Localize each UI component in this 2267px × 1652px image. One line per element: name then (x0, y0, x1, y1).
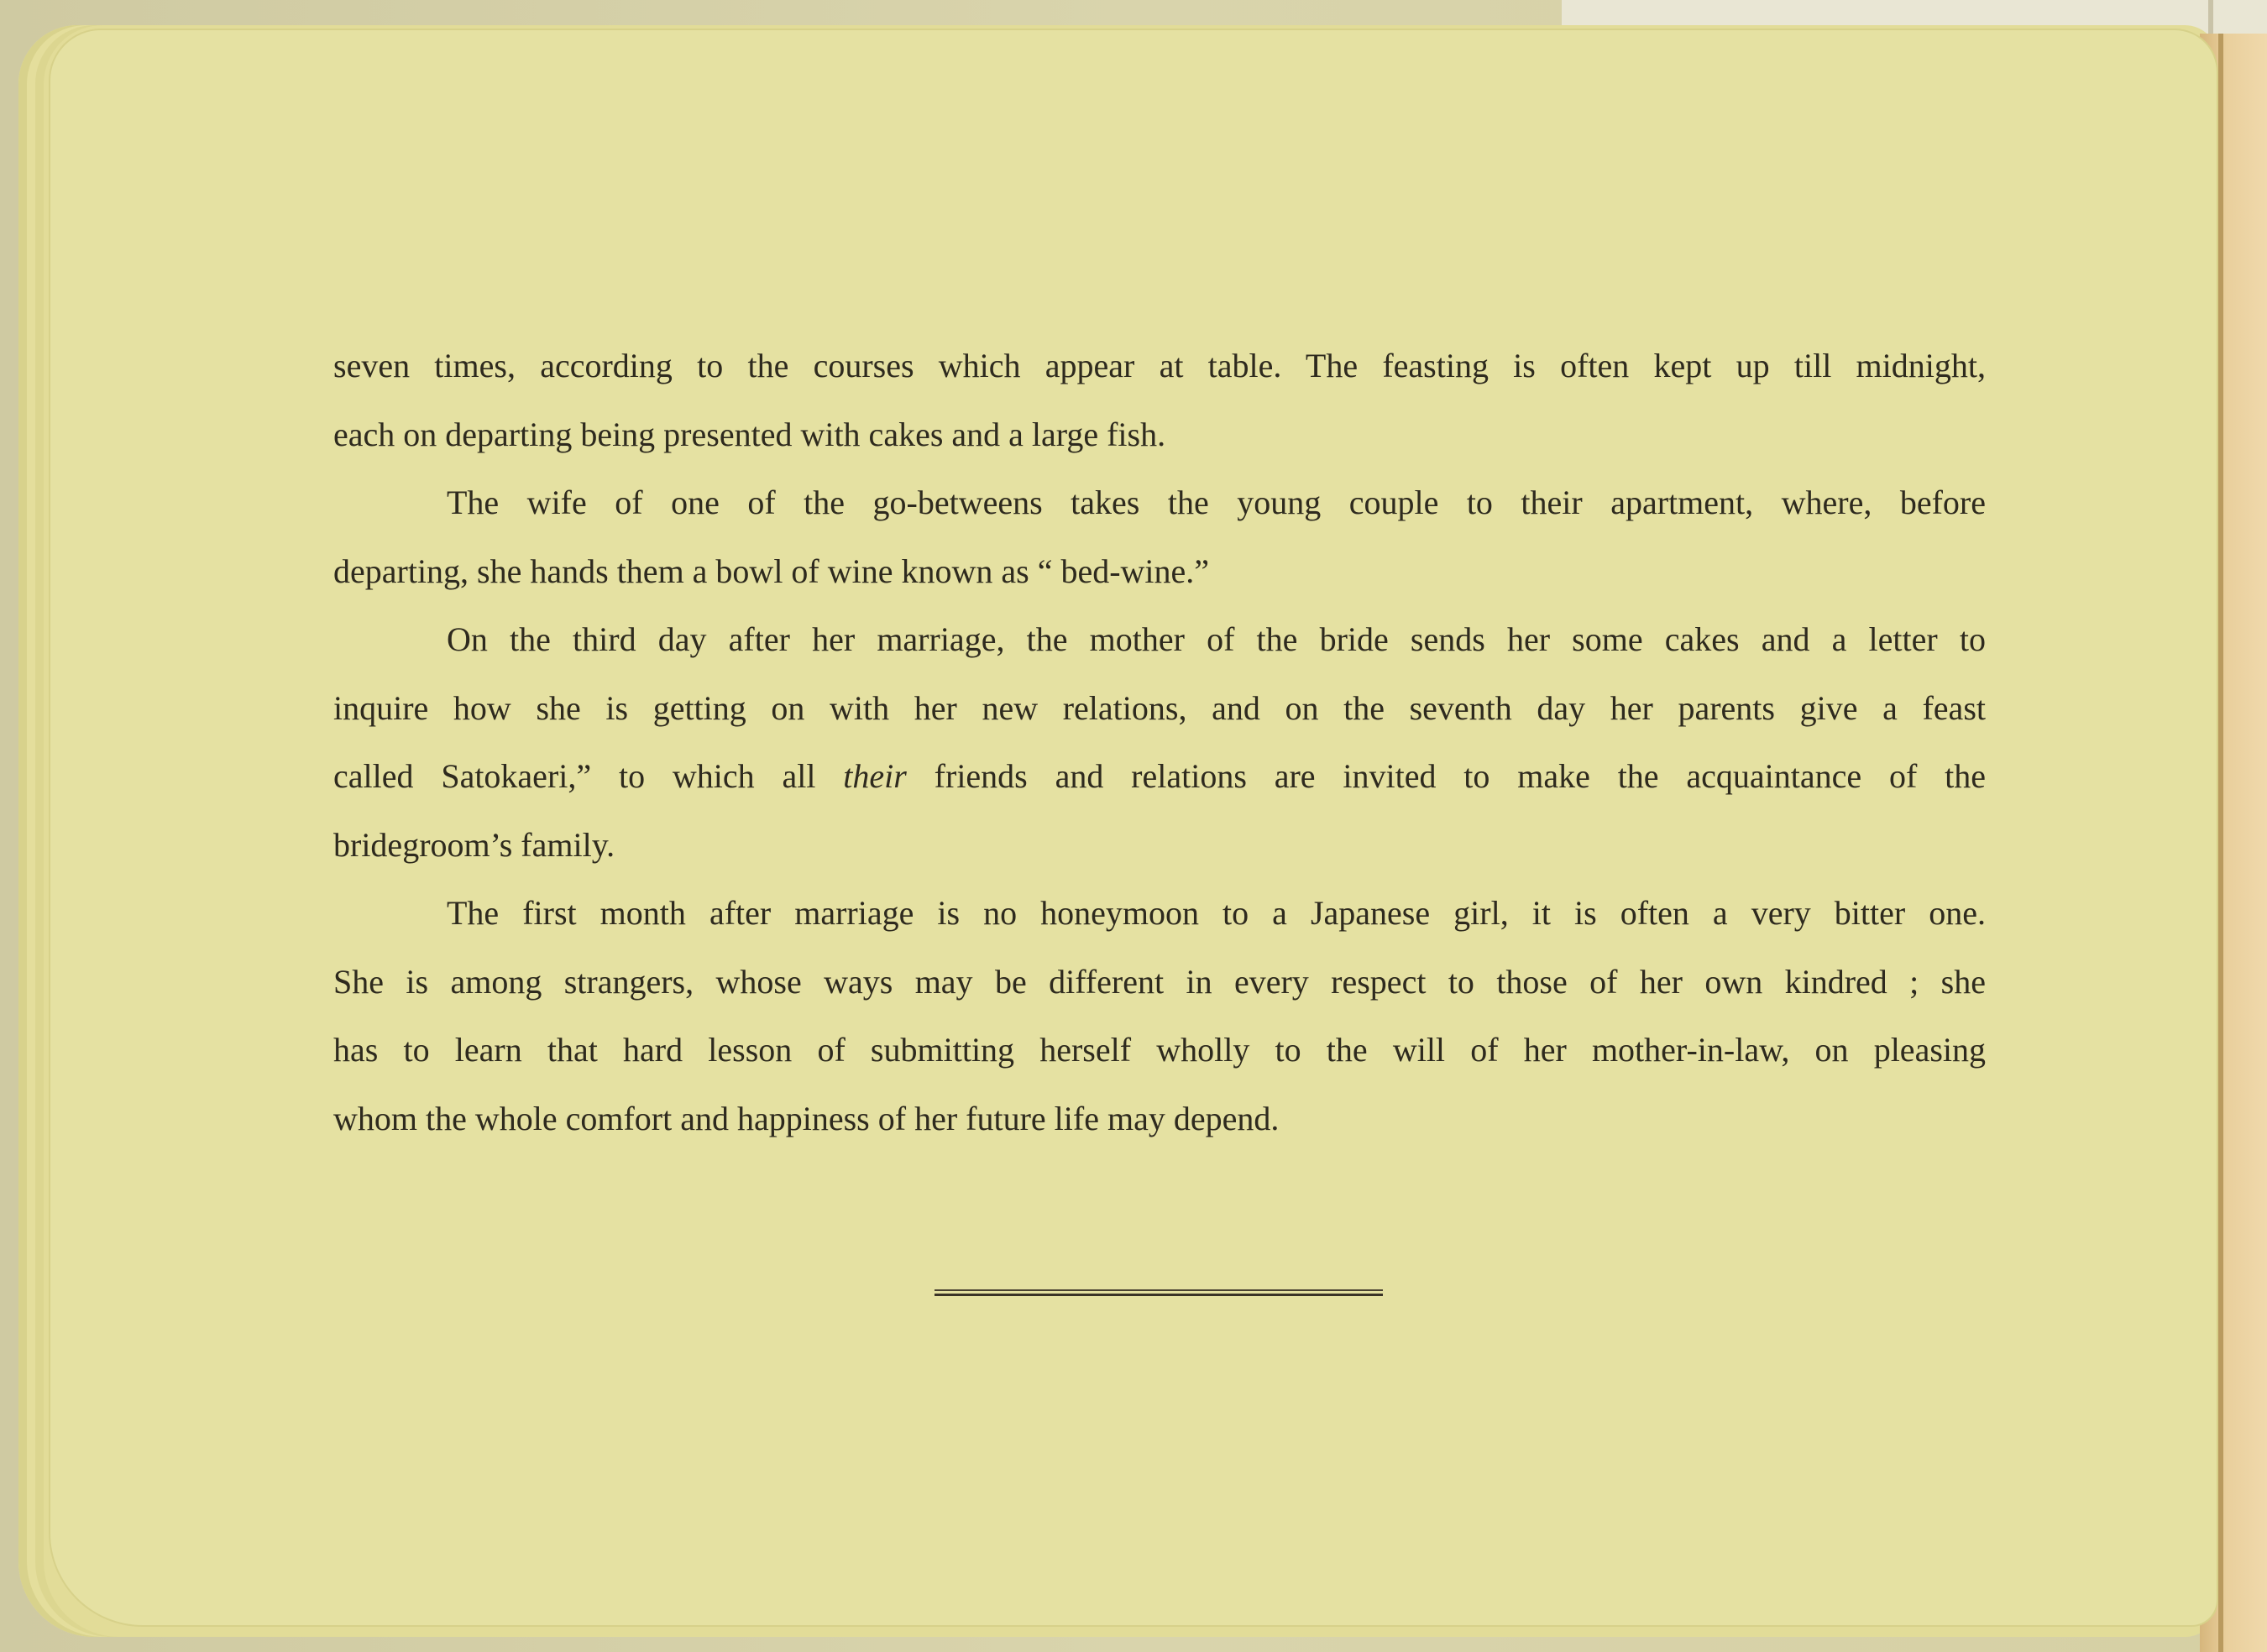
text-line: bridegroom’s family. (333, 825, 615, 864)
paragraph-start-line: The first month after marriage is no honeymoon to a Japanese girl, it is often a very bitter one. (447, 894, 1986, 932)
text-line: whom the whole comfort and happiness of her future life may depend. (333, 1099, 1280, 1137)
text-segment: friends and relations are invited to make the acquaintance of the (906, 757, 1986, 795)
text-line: seven times, according to the courses which appear at table. The feasting is often kept up till midnight, (333, 347, 1986, 384)
text-line: inquire how she is getting on with her new relations, and on the seventh day her parents give a feast (333, 688, 1986, 727)
section-end-rule (935, 1289, 1383, 1298)
paper-gap (2208, 0, 2213, 34)
text-line-with-italic (333, 742, 1986, 811)
text-line: departing, she hands them a bowl of wine known as “ bed-wine.” (333, 552, 1210, 590)
text-line: has to learn that hard lesson of submitting herself wholly to the will of her mother-in-law, on pleasing (333, 1031, 1986, 1069)
rule-thick-line (935, 1294, 1383, 1296)
page-body-text (333, 332, 1986, 1153)
rule-thin-line (935, 1289, 1383, 1291)
book-spine-edge (2218, 34, 2223, 1652)
text-line: each on departing being presented with cakes and a large fish. (333, 415, 1166, 453)
paragraph-start-line: The wife of one of the go-betweens takes the young couple to their apartment, where, before (447, 484, 1986, 521)
italic-word: their (843, 757, 907, 795)
text-segment: called Satokaeri,” to which all (333, 757, 844, 795)
text-line: She is among strangers, whose ways may be different in every respect to those of her own kindred ; she (333, 962, 1986, 1001)
paragraph-start-line: On the third day after her marriage, the mother of the bride sends her some cakes and a letter to (447, 620, 1986, 658)
